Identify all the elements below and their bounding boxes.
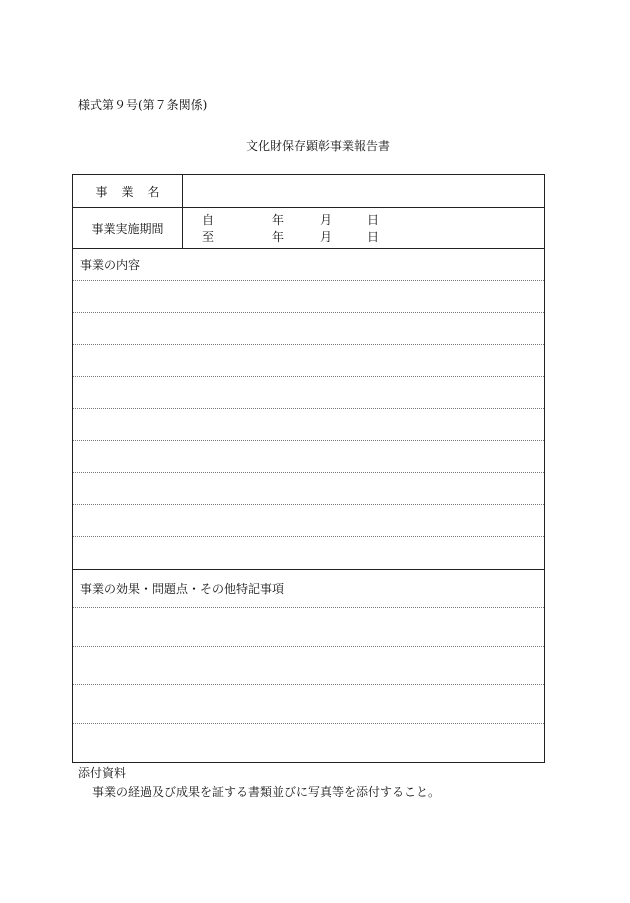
period-field[interactable] — [183, 208, 544, 248]
project-name-row — [73, 175, 544, 208]
to-prefix: 至 — [202, 230, 215, 244]
project-name-label: 事 業 名 — [73, 175, 183, 207]
to-year: 年 — [272, 230, 285, 244]
document-title: 文化財保存顕彰事業報告書 — [245, 139, 390, 153]
effects-line[interactable] — [73, 724, 544, 763]
content-line[interactable] — [73, 281, 544, 313]
period-row — [73, 208, 544, 249]
attachments-heading: 添付資料 — [78, 766, 127, 780]
content-line[interactable] — [73, 537, 544, 569]
to-month: 月 — [320, 230, 333, 244]
content-line[interactable] — [73, 313, 544, 345]
report-form — [72, 174, 545, 763]
from-month: 月 — [320, 213, 333, 227]
content-line[interactable] — [73, 377, 544, 409]
attachments-note: 事業の経過及び成果を証する書類並びに写真等を添付すること。 — [92, 785, 441, 799]
period-from — [183, 211, 544, 228]
effects-line[interactable] — [73, 608, 544, 647]
from-year: 年 — [272, 213, 285, 227]
effects-heading: 事業の効果・問題点・その他特記事項 — [73, 570, 544, 608]
period-label: 事業実施期間 — [73, 208, 183, 248]
content-line[interactable] — [73, 345, 544, 377]
content-heading: 事業の内容 — [73, 249, 544, 281]
content-line[interactable] — [73, 409, 544, 441]
content-line[interactable] — [73, 505, 544, 537]
content-section — [73, 249, 544, 570]
project-name-field[interactable] — [183, 175, 544, 207]
period-to — [183, 228, 544, 245]
from-prefix: 自 — [202, 213, 215, 227]
content-line[interactable] — [73, 473, 544, 505]
effects-line[interactable] — [73, 647, 544, 686]
form-number: 様式第９号(第７条関係) — [78, 98, 208, 112]
from-day: 日 — [367, 213, 380, 227]
effects-section — [73, 570, 544, 762]
to-day: 日 — [367, 230, 380, 244]
content-line[interactable] — [73, 441, 544, 473]
effects-line[interactable] — [73, 685, 544, 724]
